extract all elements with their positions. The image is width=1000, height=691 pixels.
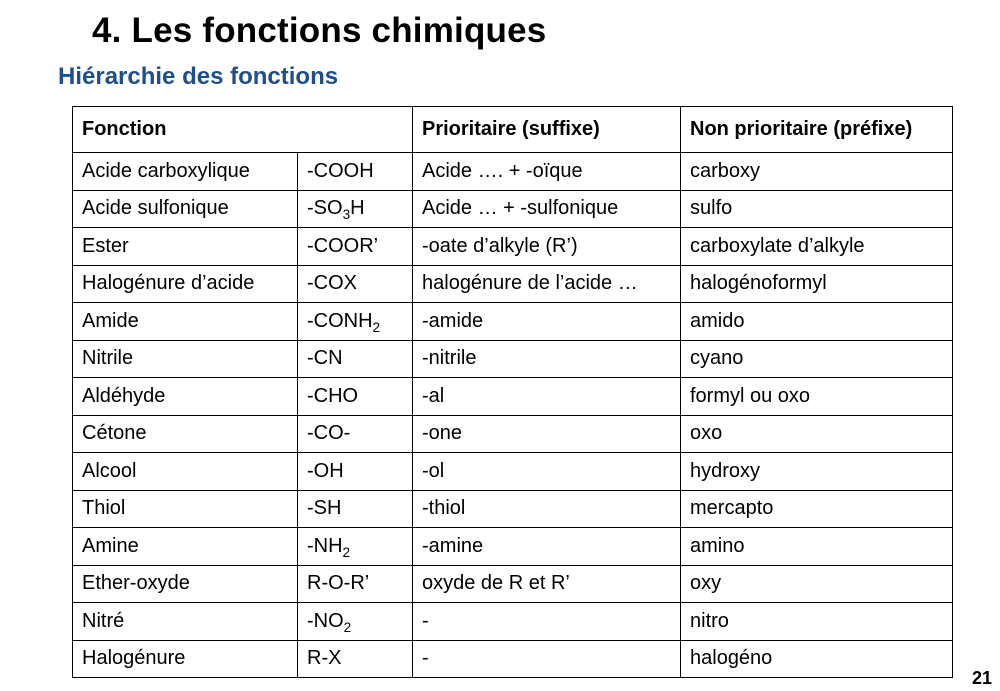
formula-subscript: 3 [342, 207, 351, 222]
formula-cell [298, 415, 413, 453]
formula-main: -OH [307, 459, 344, 482]
formula-cell [298, 265, 413, 303]
prefix-cell: halogénoformyl [681, 265, 953, 303]
table-row [73, 303, 953, 341]
formula-subscript: 2 [372, 319, 381, 335]
table-row [73, 415, 953, 453]
formula-cell [298, 303, 413, 341]
function-name-cell: Halogénure [73, 640, 298, 678]
formula-cell [298, 190, 413, 228]
function-name-cell: Amide [73, 303, 298, 341]
suffix-cell: Acide … + -sulfonique [413, 190, 681, 228]
table-row [73, 490, 953, 528]
table-row [73, 340, 953, 378]
prefix-cell: oxy [681, 565, 953, 603]
suffix-cell: -ol [413, 453, 681, 491]
formula-main: R-O-R’ [307, 572, 370, 595]
formula-cell [298, 378, 413, 416]
function-name-cell: Acide carboxylique [73, 153, 298, 191]
prefix-cell: formyl ou oxo [681, 378, 953, 416]
formula-main: -NH [307, 534, 343, 557]
table-row [73, 640, 953, 678]
formula-main: -CHO [307, 384, 359, 407]
prefix-cell: mercapto [681, 490, 953, 528]
section-subtitle: Hiérarchie des fonctions [58, 63, 339, 90]
suffix-cell: halogénure de l’acide … [413, 265, 681, 303]
function-name-cell: Thiol [73, 490, 298, 528]
prefix-cell: nitro [681, 603, 953, 641]
formula-subscript: 2 [342, 544, 351, 560]
formula-cell [298, 603, 413, 641]
formula-main: -NO [307, 609, 344, 632]
table-row [73, 453, 953, 491]
suffix-cell: -amide [413, 303, 681, 341]
header-non-prioritaire: Non prioritaire (préfixe) [681, 107, 953, 153]
function-name-cell: Halogénure d’acide [73, 265, 298, 303]
formula-cell [298, 228, 413, 266]
table-row [73, 228, 953, 266]
function-name-cell: Nitrile [73, 340, 298, 378]
prefix-cell: carboxylate d’alkyle [681, 228, 953, 266]
formula-main: -CN [307, 347, 343, 370]
function-name-cell: Cétone [73, 415, 298, 453]
table-row [73, 153, 953, 191]
page-title: 4. Les fonctions chimiques [92, 11, 547, 50]
suffix-cell: - [413, 640, 681, 678]
function-name-cell: Ether-oxyde [73, 565, 298, 603]
function-name-cell: Nitré [73, 603, 298, 641]
function-name-cell: Alcool [73, 453, 298, 491]
prefix-cell: carboxy [681, 153, 953, 191]
formula-main: -COX [307, 272, 357, 295]
prefix-cell: cyano [681, 340, 953, 378]
formula-main: -SH [307, 497, 342, 520]
suffix-cell: -thiol [413, 490, 681, 528]
table-row [73, 565, 953, 603]
formula-main: -SO [307, 197, 343, 220]
formula-cell [298, 340, 413, 378]
formula-cell [298, 565, 413, 603]
suffix-cell: -al [413, 378, 681, 416]
function-name-cell: Aldéhyde [73, 378, 298, 416]
header-prioritaire: Prioritaire (suffixe) [413, 107, 681, 153]
suffix-cell: -amine [413, 528, 681, 566]
table-row [73, 603, 953, 641]
suffix-cell: -one [413, 415, 681, 453]
formula-main: -CONH [307, 309, 373, 332]
formula-cell [298, 453, 413, 491]
formula-tail: H [350, 197, 365, 220]
formula-main: -CO- [307, 422, 351, 445]
prefix-cell: amino [681, 528, 953, 566]
prefix-cell: halogéno [681, 640, 953, 678]
suffix-cell: Acide …. + -oïque [413, 153, 681, 191]
header-fonction: Fonction [73, 107, 413, 153]
table-row [73, 378, 953, 416]
suffix-cell: -oate d’alkyle (R’) [413, 228, 681, 266]
page-number: 21 [971, 668, 992, 688]
function-name-cell: Ester [73, 228, 298, 266]
table-row [73, 265, 953, 303]
formula-cell [298, 490, 413, 528]
formula-main: -COOR’ [307, 234, 379, 257]
prefix-cell: amido [681, 303, 953, 341]
table-row [73, 528, 953, 566]
formula-main: R-X [307, 647, 342, 670]
function-name-cell: Acide sulfonique [73, 190, 298, 228]
formula-main: -COOH [307, 159, 374, 182]
prefix-cell: sulfo [681, 190, 953, 228]
function-name-cell: Amine [73, 528, 298, 566]
formula-cell [298, 640, 413, 678]
table-header-row [73, 107, 953, 153]
suffix-cell: oxyde de R et R’ [413, 565, 681, 603]
suffix-cell: - [413, 603, 681, 641]
formula-subscript: 2 [343, 619, 352, 635]
formula-cell [298, 528, 413, 566]
functions-table [72, 106, 953, 678]
prefix-cell: hydroxy [681, 453, 953, 491]
formula-cell [298, 153, 413, 191]
prefix-cell: oxo [681, 415, 953, 453]
suffix-cell: -nitrile [413, 340, 681, 378]
table-row [73, 190, 953, 228]
